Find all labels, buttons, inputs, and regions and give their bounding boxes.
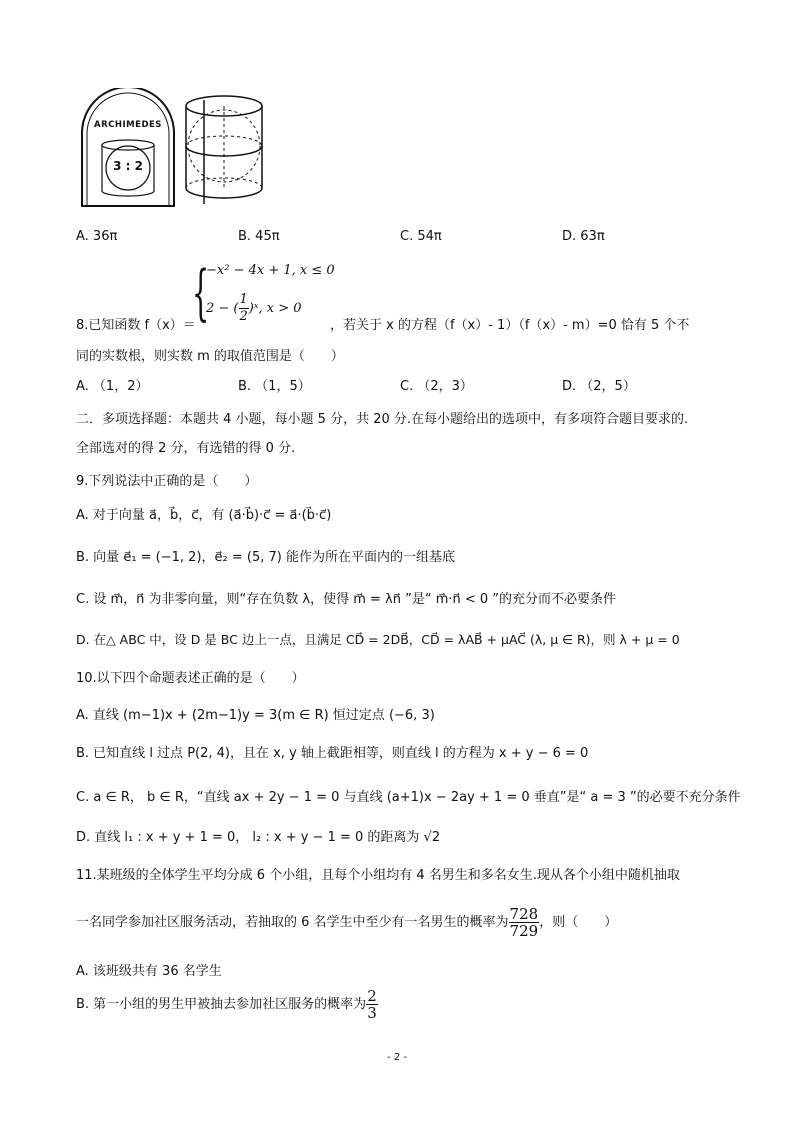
section2-line1: 二．多项选择题：本题共 4 小题，每小题 5 分，共 20 分.在每小题给出的选项中，有多项符合题目要求的. — [76, 412, 689, 427]
q8-case1: −x² − 4x + 1, x ≤ 0 — [206, 263, 335, 278]
q11-probability-fraction — [509, 906, 540, 939]
q7-option-d: D. 63π — [562, 229, 605, 244]
q11-line2 — [76, 906, 617, 939]
archimedes-drawing — [78, 88, 268, 208]
q8-option-a: A. （1，2） — [76, 379, 149, 394]
ratio-label: 3 : 2 — [113, 159, 143, 173]
q10-option-c: C. a ∈ R， b ∈ R，“直线 ax + 2y − 1 = 0 与直线 (a+1)x − 2ay + 1 = 0 垂直”是“ a = 3 ”的必要不充分条件 — [76, 790, 741, 805]
q10-option-a: A. 直线 (m−1)x + (2m−1)y = 3(m ∈ R) 恒过定点 (−6, 3) — [76, 708, 435, 723]
q11-prob-num: 728 — [509, 905, 539, 923]
q11-line2-a: 一名同学参加社区服务活动，若抽取的 6 名学生中至少有一名男生的概率为 — [76, 915, 509, 930]
q11-option-a: A. 该班级共有 36 名学生 — [76, 964, 222, 979]
q8-half-fraction — [239, 292, 249, 325]
q9-stem: 9.下列说法中正确的是（ ） — [76, 474, 258, 489]
q8-option-d: D. （2，5） — [562, 379, 636, 394]
q8-line2: 同的实数根，则实数 m 的取值范围是（ ） — [76, 349, 344, 364]
q8-half-den: 2 — [239, 309, 248, 324]
q8-brace: { — [192, 258, 210, 328]
q8-prefix: 8.已知函数 f（x）＝ — [76, 318, 196, 333]
q7-option-a: A. 36π — [76, 229, 118, 244]
q8-suffix: ，若关于 x 的方程（f（x）- 1）（f（x）- m）=0 恰有 5 个不 — [330, 318, 690, 333]
q11-prob-den: 729 — [509, 922, 539, 940]
q8-case2-b: )ˣ, x > 0 — [248, 301, 302, 316]
q11-line1: 11.某班级的全体学生平均分成 6 个小组，且每个小组均有 4 名男生和多名女生.现从各个小组中随机抽取 — [76, 868, 680, 883]
q11-b-den: 3 — [367, 1004, 377, 1022]
q8-half-num: 1 — [239, 292, 248, 307]
q11-line2-b: ，则（ ） — [539, 915, 618, 930]
q11-option-b — [76, 988, 378, 1021]
q8-case2 — [206, 292, 302, 325]
section2-line2: 全部选对的得 2 分，有选错的得 0 分. — [76, 441, 296, 456]
q11-option-b-fraction — [366, 988, 378, 1021]
archimedes-label: ARCHIMEDES — [94, 120, 162, 130]
q10-stem: 10.以下四个命题表述正确的是（ ） — [76, 671, 305, 686]
q8-case2-a: 2 − ( — [206, 301, 239, 316]
page-number: - 2 - — [387, 1052, 407, 1063]
q7-option-b: B. 45π — [238, 229, 280, 244]
q9-option-d: D. 在△ ABC 中，设 D 是 BC 边上一点，且满足 CD⃗ = 2DB⃗，CD⃗ = λAB⃗ + μAC⃗ (λ, μ ∈ R)，则 λ + μ = 0 — [76, 632, 680, 647]
q11-b-num: 2 — [367, 987, 377, 1005]
q11-option-b-text: B. 第一小组的男生甲被抽去参加社区服务的概率为 — [76, 997, 367, 1012]
q8-option-b: B. （1，5） — [238, 379, 311, 394]
q10-option-d: D. 直线 l₁ : x + y + 1 = 0， l₂ : x + y − 1 = 0 的距离为 √2 — [76, 830, 441, 845]
q8-option-c: C. （2，3） — [400, 379, 473, 394]
q10-option-b: B. 已知直线 l 过点 P(2, 4)，且在 x, y 轴上截距相等，则直线 l 的方程为 x + y − 6 = 0 — [76, 746, 589, 761]
archimedes-figure — [78, 88, 268, 208]
q9-option-a: A. 对于向量 a⃗，b⃗，c⃗，有 (a⃗·b⃗)·c⃗ = a⃗·(b⃗·c⃗) — [76, 508, 332, 523]
q7-option-c: C. 54π — [400, 229, 442, 244]
q9-option-c: C. 设 m⃗，n⃗ 为非零向量，则“存在负数 λ，使得 m⃗ = λn⃗ ”是“ m⃗·n⃗ < 0 ”的充分而不必要条件 — [76, 592, 617, 607]
q9-option-b: B. 向量 e⃗₁ = (−1, 2)，e⃗₂ = (5, 7) 能作为所在平面内的一组基底 — [76, 550, 455, 565]
